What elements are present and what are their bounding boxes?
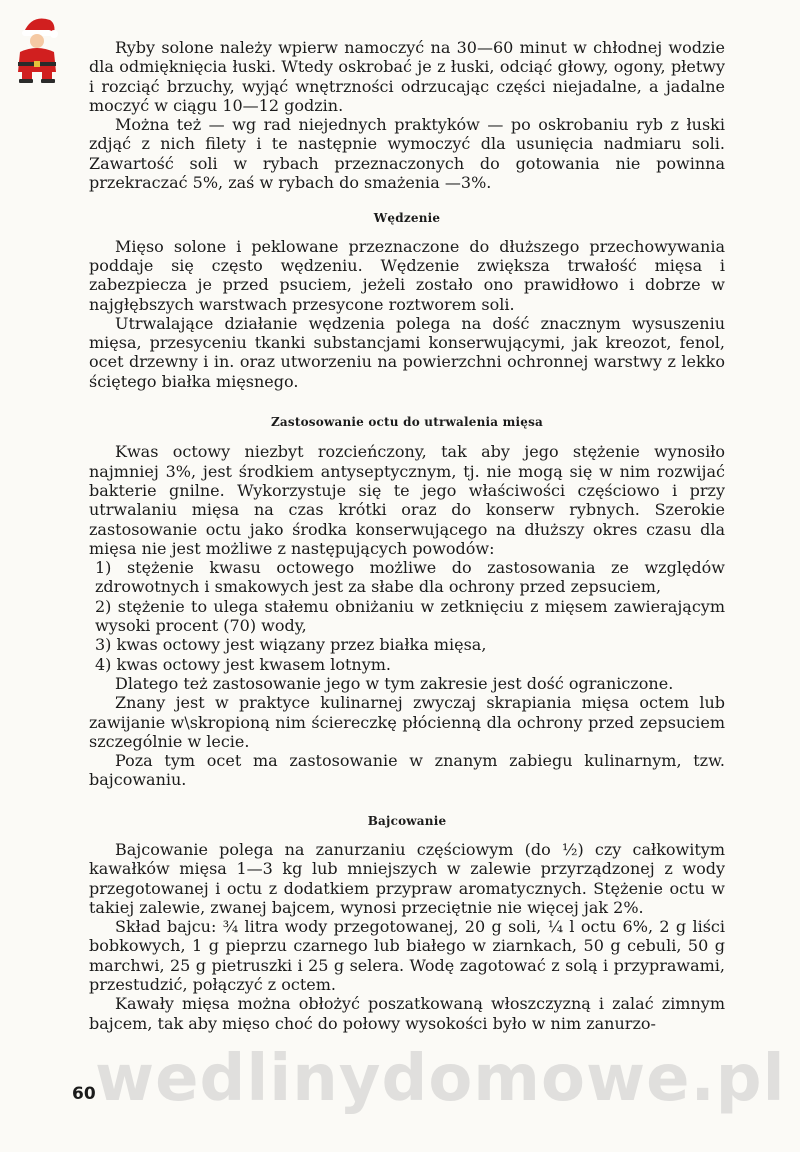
- list-item: 2) stężenie to ulega stałemu obniżaniu w zetknięciu z mięsem zawierającym wysoki procent (70) wody,: [95, 596, 725, 636]
- page-number: 60: [72, 1084, 96, 1104]
- paragraph: Skład bajcu: ¾ litra wody przegotowanej, 20 g soli, ¼ l octu 6%, 2 g liści bobkowych, 1 g pieprzu czarnego lub białego w ziarnkach, 50 g cebuli, 50 g marchwi, 25 g pietruszki i 25 g selera. Wodę zagotować z solą i przyprawami, przestudzić, połączyć z octem.: [89, 917, 725, 995]
- list-item: 4) kwas octowy jest kwasem lotnym.: [95, 654, 392, 674]
- santa-claus-icon: [10, 12, 64, 84]
- paragraph: Kwas octowy niezbyt rozcieńczony, tak aby jego stężenie wynosiło najmniej 3%, jest środkiem antyseptycznym, tj. nie mogą się w nim rozwijać bakterie gnilne. Wykorzystuje się te jego właściwości częściowo i przy utrwalaniu mięsa na czas krótki oraz do konserw rybnych. Szerokie zastosowanie octu jako środka konserwującego na dłuższy okres czasu dla mięsa nie jest możliwe z następujących powodów:: [89, 442, 725, 558]
- watermark: wedlinydomowe.pl: [95, 1042, 786, 1116]
- section-heading-wedzenie: Wędzenie: [373, 211, 441, 226]
- list-item: 1) stężenie kwasu octowego możliwe do zastosowania ze względów zdrowotnych i smakowych jest za słabe dla ochrony przed zepsuciem,: [95, 558, 725, 597]
- list-item: 3) kwas octowy jest wiązany przez białka mięsa,: [95, 635, 487, 655]
- section-heading-bajcowanie: Bajcowanie: [367, 813, 447, 828]
- paragraph: Ryby solone należy wpierw namoczyć na 30—60 minut w chłodnej wodzie dla odmięknięcia łuski. Wtedy oskrobać je z łuski, odciąć głowy, ogony, płetwy i rozciąć brzuchy, wyjąć wnętrzności odrzucając części niejadalne, a jadalne moczyć w ciągu 10—12 godzin.: [89, 38, 725, 115]
- section-heading-ocet: Zastosowanie octu do utrwalenia mięsa: [270, 415, 544, 430]
- paragraph: Poza tym ocet ma zastosowanie w znanym zabiegu kulinarnym, tzw. bajcowaniu.: [89, 751, 725, 790]
- paragraph: Utrwalające działanie wędzenia polega na dość znacznym wysuszeniu mięsa, przesyceniu tkanki substancjami konserwującymi, jak kreozot, fenol, ocet drzewny i in. oraz utworzeniu na powierzchni ochronnej warstwy z lekko ściętego białka mięsnego.: [89, 313, 725, 391]
- paragraph: Można też — wg rad niejednych praktyków — po oskrobaniu ryb z łuski zdjąć z nich filety i te następnie wymoczyć dla usunięcia nadmiaru soli. Zawartość soli w rybach przeznaczonych do gotowania nie powinna przekraczać 5%, zaś w rybach do smażenia —3%.: [89, 115, 725, 193]
- paragraph: Mięso solone i peklowane przeznaczone do dłuższego przechowywania poddaje się często wędzeniu. Wędzenie zwiększa trwałość mięsa i zabezpiecza je przed psuciem, jeżeli zostało ono prawidłowo i dobrze w najgłębszych warstwach przesycone roztworem soli.: [89, 236, 725, 314]
- page-content: [89, 38, 725, 1033]
- paragraph: Dlatego też zastosowanie jego w tym zakresie jest dość ograniczone.: [115, 673, 674, 693]
- paragraph: Bajcowanie polega na zanurzaniu częściowym (do ½) czy całkowitym kawałków mięsa 1—3 kg lub mniejszych w zalewie przyrządzonej z wody przegotowanej i octu z dodatkiem przypraw aromatycznych. Stężenie octu w takiej zalewie, zwanej bajcem, wynosi przeciętnie nie więcej jak 2%.: [89, 839, 725, 917]
- paragraph: Znany jest w praktyce kulinarnej zwyczaj skrapiania mięsa octem lub zawijanie w\skropioną nim ściereczkę płócienną dla ochrony przed zepsuciem szczególnie w lecie.: [89, 693, 725, 751]
- paragraph: Kawały mięsa można obłożyć poszatkowaną włoszczyzną i zalać zimnym bajcem, tak aby mięso choć do połowy wysokości było w nim zanurzo-: [89, 994, 725, 1033]
